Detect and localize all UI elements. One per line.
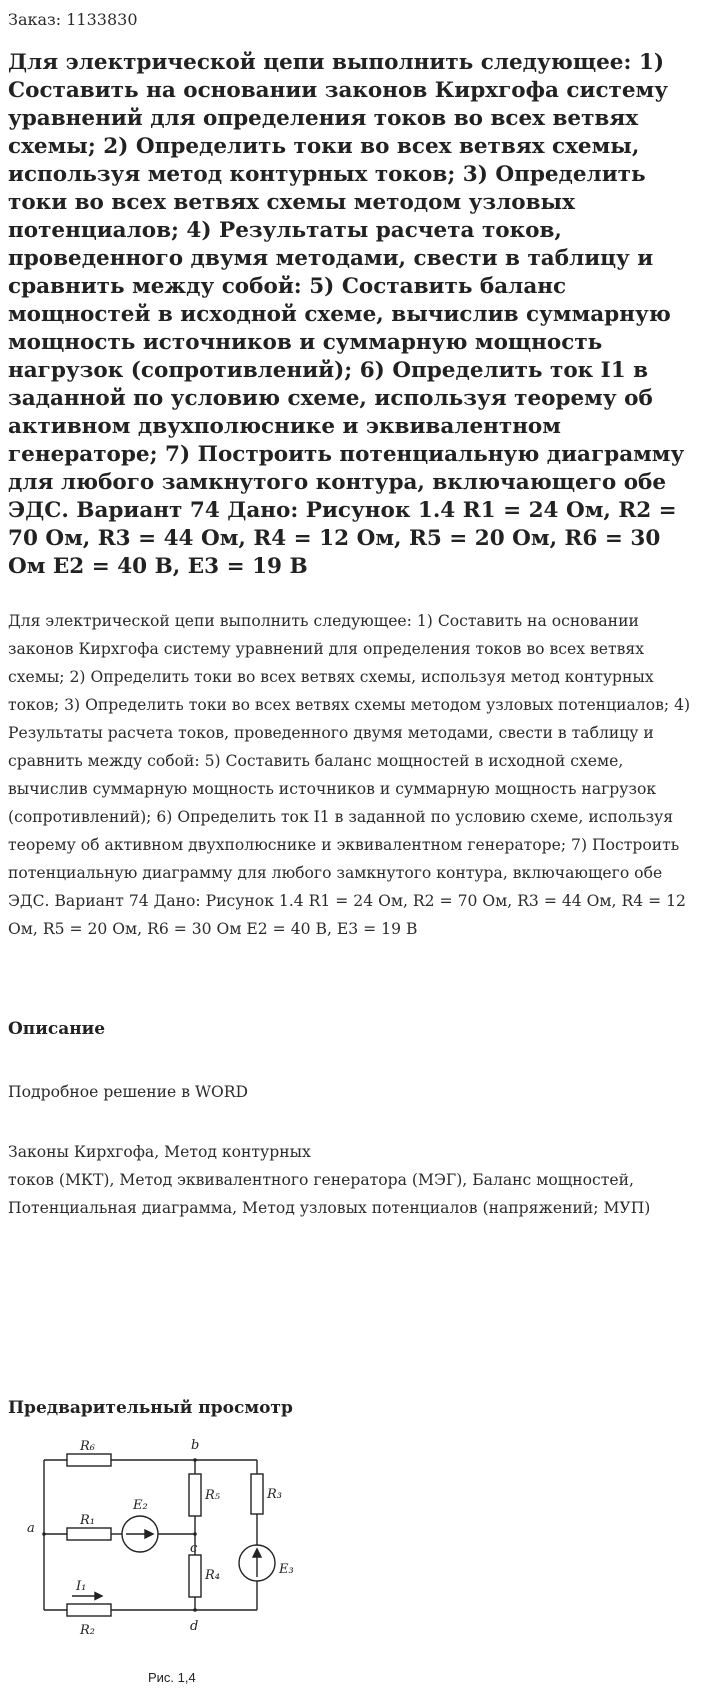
task-description: Для электрической цепи выполнить следующее: 1) Составить на основании законов Кирхгофа систему уравнений для определения токов во всех ветвях схемы; 2) Определить токи во всех ветвях схемы, используя метод контурных токов; 3) Определить токи во всех ветвях схемы методом узловых потенциалов; 4) Результаты расчета токов, проведенного двумя методами, свести в таблицу и сравнить между собой: 5) Составить баланс мощностей в исходной схеме, вычислив суммарную мощность источников и суммарную мощность нагрузок (сопротивлений); 6) Определить ток I1 в заданной по условию схеме, используя теорему об активном двухполюснике и эквивалентном генераторе; 7) Построить потенциальную диаграмму для любого замкнутого контура, включающего обе ЭДС. Вариант 74 Дано: Рисунок 1.4 R1 = 24 Ом, R2 = 70 Ом, R3 = 44 Ом, R4 = 12 Ом, R5 = 20 Ом, R6 = 30 Ом E2 = 40 В, E3 = 19 В [8, 612, 691, 938]
order-number: Заказ: 1133830 [8, 10, 138, 29]
node-c-label: c [190, 1541, 198, 1556]
task-title: Для электрической цепи выполнить следующее: 1) Составить на основании законов Кирхгофа систему уравнений для определения токов во всех ветвях схемы; 2) Определить токи во всех ветвях схемы, используя метод контурных токов; 3) Определить токи во всех ветвях схемы методом узловых потенциалов; 4) Результаты расчета токов, проведенного двумя методами, свести в таблицу и сравнить между собой: 5) Составить баланс мощностей в исходной схеме, вычислив суммарную мощность источников и суммарную мощность нагрузок (сопротивлений); 6) Определить ток I1 в заданной по условию схеме, используя теорему об активном двухполюснике и эквивалентном генераторе; 7) Построить потенциальную диаграмму для любого замкнутого контура, включающего обе ЭДС. Вариант 74 Дано: Рисунок 1.4 R1 = 24 Ом, R2 = 70 Ом, R3 = 44 Ом, R4 = 12 Ом, R5 = 20 Ом, R6 = 30 Ом E2 = 40 В, E3 = 19 В [8, 50, 685, 579]
label-e2: E₂ [133, 1498, 148, 1513]
label-i1: I₁ [76, 1579, 87, 1594]
resistor-r3 [251, 1474, 263, 1514]
circuit-diagram [22, 1425, 322, 1700]
description-heading: Описание [8, 1019, 106, 1039]
method-tags-line-2: токов (МКТ), Метод эквивалентного генератора (МЭГ), Баланс мощностей, Потенциальная диаграмма, Метод узловых потенциалов (напряжений; МУП) [8, 1171, 651, 1217]
label-e3: E₃ [279, 1562, 294, 1577]
circuit-preview [22, 1425, 322, 1700]
label-r3: R₃ [267, 1487, 282, 1502]
resistor-r5 [189, 1474, 201, 1516]
node-d-label: d [190, 1619, 199, 1634]
preview-heading: Предварительный просмотр [8, 1398, 293, 1418]
label-r2: R₂ [80, 1623, 95, 1638]
node-b-label: b [191, 1438, 200, 1453]
label-r1: R₁ [80, 1513, 95, 1528]
label-r6: R₆ [80, 1439, 95, 1454]
solution-note: Подробное решение в WORD [8, 1083, 249, 1101]
node-a-label: a [27, 1521, 35, 1536]
resistor-r1 [67, 1528, 111, 1540]
method-tags [8, 1138, 698, 1222]
resistor-r6 [67, 1454, 111, 1466]
label-r5: R₅ [205, 1488, 220, 1503]
label-r4: R₄ [205, 1568, 220, 1583]
method-tags-line-1: Законы Кирхгофа, Метод контурных [8, 1143, 311, 1161]
figure-caption: Рис. 1,4 [148, 1670, 196, 1685]
resistor-r2 [67, 1604, 111, 1616]
resistor-r4 [189, 1555, 201, 1597]
